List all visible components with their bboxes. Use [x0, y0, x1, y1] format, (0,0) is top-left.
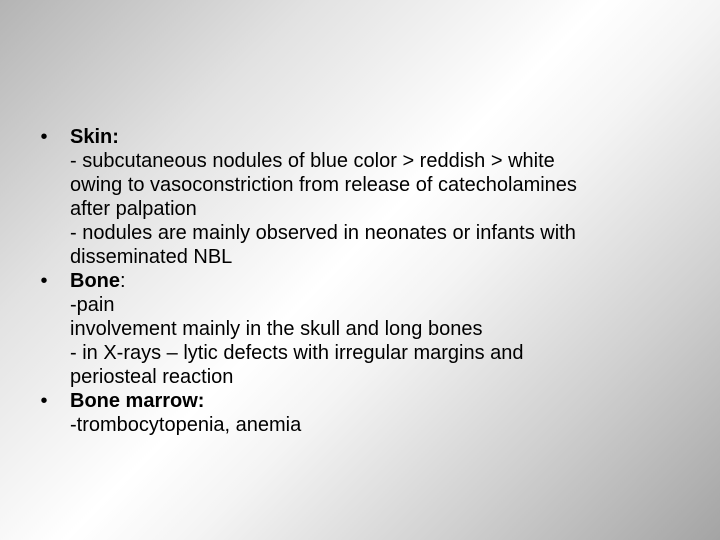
bullet-marker: •	[40, 270, 48, 292]
bullet-heading	[70, 125, 694, 149]
bullet-skin	[34, 125, 694, 269]
bullet-bone-marrow	[34, 389, 694, 437]
bullet-heading-bold: Skin:	[70, 126, 119, 148]
bullet-line: - nodules are mainly observed in neonates or infants with	[70, 222, 576, 244]
bullet-list	[34, 125, 694, 437]
bullet-line: -trombocytopenia, anemia	[70, 414, 302, 436]
bullet-line: disseminated NBL	[70, 246, 233, 268]
bullet-line: - in X-rays – lytic defects with irregular margins and	[70, 342, 524, 364]
bullet-line: involvement mainly in the skull and long bones	[70, 318, 483, 340]
bullet-heading-bold: Bone marrow:	[70, 390, 205, 412]
bullet-line: periosteal reaction	[70, 366, 234, 388]
bullet-bone	[34, 269, 694, 389]
bullet-line: after palpation	[70, 198, 197, 220]
bullet-heading	[70, 269, 694, 293]
bullet-marker: •	[40, 126, 48, 148]
bullet-line: owing to vasoconstriction from release of catecholamines	[70, 174, 577, 196]
bullet-heading-rest: :	[120, 270, 126, 292]
bullet-heading	[70, 389, 694, 413]
bullet-marker: •	[40, 390, 48, 412]
bullet-heading-bold: Bone	[70, 270, 120, 292]
bullet-line: - subcutaneous nodules of blue color > reddish > white	[70, 150, 555, 172]
bullet-line: -pain	[70, 294, 115, 316]
